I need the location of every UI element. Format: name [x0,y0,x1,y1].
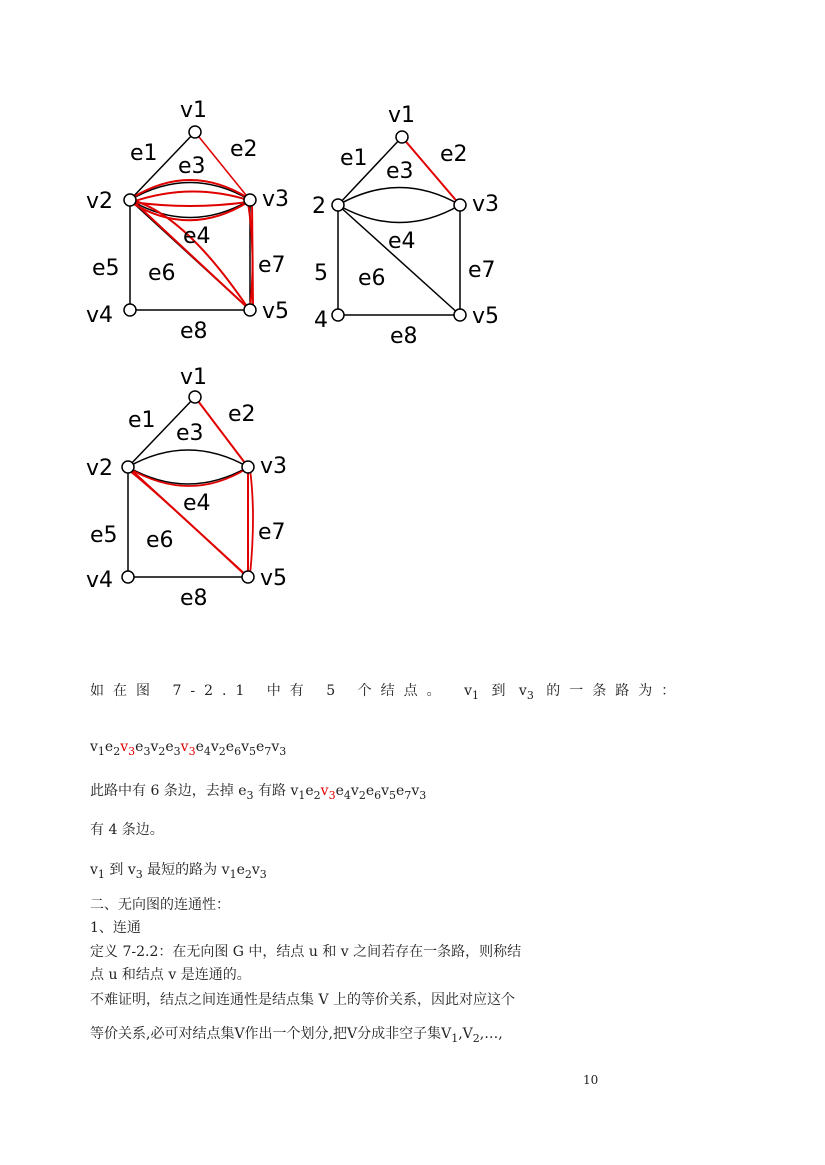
path-symbol: v [241,739,250,755]
edge-count-line: 有 4 条边。 [90,822,164,838]
label-e1: e1 [340,146,368,171]
label-e8: e8 [180,319,208,344]
label-v2: v2 [86,456,114,481]
node-v2 [332,199,344,211]
path-2 [290,783,427,802]
subsection-heading: 1、连通 [90,920,141,936]
label-e2: e2 [228,402,256,427]
edge-e4 [338,205,460,223]
label-v5: v5 [472,304,500,329]
node-v1 [396,131,408,143]
path-symbol-index: 3 [279,745,287,758]
path-symbol: v [290,783,299,799]
label-e1: e1 [130,141,158,166]
path-symbol: v [350,783,359,799]
path-symbol: e [365,783,375,799]
label-v4: v4 [86,303,114,328]
path-symbol-index: 3 [259,868,267,881]
path-symbol: v [221,862,230,878]
path-symbol: e [305,783,314,799]
edge-e3 [128,450,248,467]
section-heading: 二、无向图的连通性： [90,897,230,913]
remove-text: 此路中有 6 条边，去掉 e [90,783,247,799]
label-v4: v4 [86,568,114,593]
path-symbol-index: 4 [203,745,211,758]
path-symbol-index: 2 [158,745,166,758]
path-symbol: v [320,783,329,799]
edge-e4 [128,467,248,484]
label-e4: e4 [183,224,211,249]
node-v1 [189,126,201,138]
shortest-path-line: $v_1$ 到 $v_3$ 最短的路为 $v_1e_2v_3$ [90,862,267,881]
path-symbol: v [381,783,390,799]
label-e2: e2 [230,137,258,162]
path-symbol-index: 1 [229,868,237,881]
label-e3: e3 [178,154,206,179]
path-symbol: e [165,739,174,755]
path-symbol-index: 3 [328,789,336,802]
path-symbol: e [104,739,114,755]
node-v1 [189,391,201,403]
label-v2: 2 [312,194,326,219]
intro-v3: $v_3$ [518,683,534,702]
graph-figure-2 [300,95,530,355]
node-v5 [244,304,256,316]
path-symbol: e [236,862,245,878]
definition-line-1: 定义 7-2.2：在无向图 G 中，结点 u 和 v 之间若存在一条路，则称结 [90,944,522,960]
label-e8: e8 [180,586,208,611]
path-symbol: v [180,739,189,755]
paragraph-line-1: 不难证明，结点之间连通性是结点集 V 上的等价关系，因此对应这个 [90,992,516,1008]
label-e6: e6 [358,266,386,291]
page-number: 10 [583,1073,599,1087]
path-symbol: v [150,739,159,755]
path-symbol-index: 2 [218,745,226,758]
node-v4 [122,571,134,583]
path-symbol-index: 6 [374,789,382,802]
label-v2: v2 [86,189,114,214]
path-symbol: e [335,783,344,799]
path-symbol: e [195,739,204,755]
intro-text-c: 的一条路为： [546,683,685,699]
node-v5 [242,571,254,583]
remove-mid: 有路 [253,783,291,799]
graph-figure-3 [80,355,310,615]
path-symbol: v [210,739,219,755]
label-v3: v3 [260,454,288,479]
path-symbol: v [90,739,98,755]
path-symbol: v [271,739,280,755]
path-symbol-index: 3 [188,745,196,758]
definition-line-2: 点 u 和结点 v 是连通的。 [90,967,251,983]
path-1 [90,737,286,762]
label-e2: e2 [440,142,468,167]
label-v4: 4 [314,308,328,333]
node-v4 [124,304,136,316]
path-symbol-index: 7 [264,745,272,758]
node-v3 [244,194,256,206]
path-symbol-index: 2 [244,868,252,881]
path-3 [221,862,267,881]
path-symbol: e [396,783,405,799]
label-e6: e6 [148,261,176,286]
path-symbol-index: 2 [113,745,121,758]
label-e3: e3 [386,159,414,184]
graph-figure-1 [80,90,310,350]
label-v3: v3 [472,192,500,217]
node-v4 [332,309,344,321]
label-e7: e7 [468,258,496,283]
path-symbol: e [135,739,144,755]
edge-e6 [338,205,460,315]
label-e4: e4 [388,229,416,254]
path-symbol-index: 3 [419,789,427,802]
path-symbol: e [256,739,265,755]
label-v1: v1 [180,365,208,390]
node-v2 [124,194,136,206]
label-e7: e7 [258,253,286,278]
label-e6: e6 [146,528,174,553]
path-symbol-index: 1 [298,789,306,802]
intro-text-a: 如在图 7-2.1 中有 5 个结点。 [90,683,450,699]
path-symbol-index: 2 [358,789,366,802]
label-v1: v1 [388,103,416,128]
path-symbol-index: 3 [143,745,151,758]
path-symbol-index: 5 [389,789,397,802]
path-symbol-index: 1 [97,745,105,758]
label-e7: e7 [258,520,286,545]
node-v5 [454,309,466,321]
edge-e3 [338,188,460,206]
label-v5: v5 [262,299,290,324]
path-symbol: e [225,739,235,755]
path-symbol-index: 6 [234,745,242,758]
path-symbol-index: 7 [404,789,412,802]
label-v5: v5 [260,566,288,591]
label-v3: v3 [262,187,290,212]
label-e8: e8 [390,324,418,349]
intro-v1: $v_1$ [464,683,479,702]
node-v3 [454,199,466,211]
label-e5: e5 [92,256,120,281]
node-v3 [242,461,254,473]
paragraph-line-2: 等价关系,必可对结点集V作出一个划分,把V分成非空子集$V_1,V_2,\dots$, [90,1026,503,1045]
path-symbol-index: 4 [343,789,351,802]
path-symbol-index: 3 [173,745,181,758]
label-e5: 5 [314,261,328,286]
path-symbol-index: 3 [128,745,136,758]
path-symbol-index: 5 [249,745,257,758]
label-e5: e5 [90,523,118,548]
node-v2 [122,461,134,473]
label-e4: e4 [183,491,211,516]
path-symbol: v [120,739,129,755]
path-symbol: v [251,862,260,878]
remove-e3-sub: 3 [246,789,254,802]
remove-e3-line [90,781,426,806]
label-e3: e3 [176,421,204,446]
intro-line [90,681,684,706]
label-v1: v1 [180,98,208,123]
label-e1: e1 [128,408,156,433]
path-symbol: v [411,783,420,799]
path-symbol-index: 2 [313,789,321,802]
intro-text-b: 到 [491,683,515,699]
